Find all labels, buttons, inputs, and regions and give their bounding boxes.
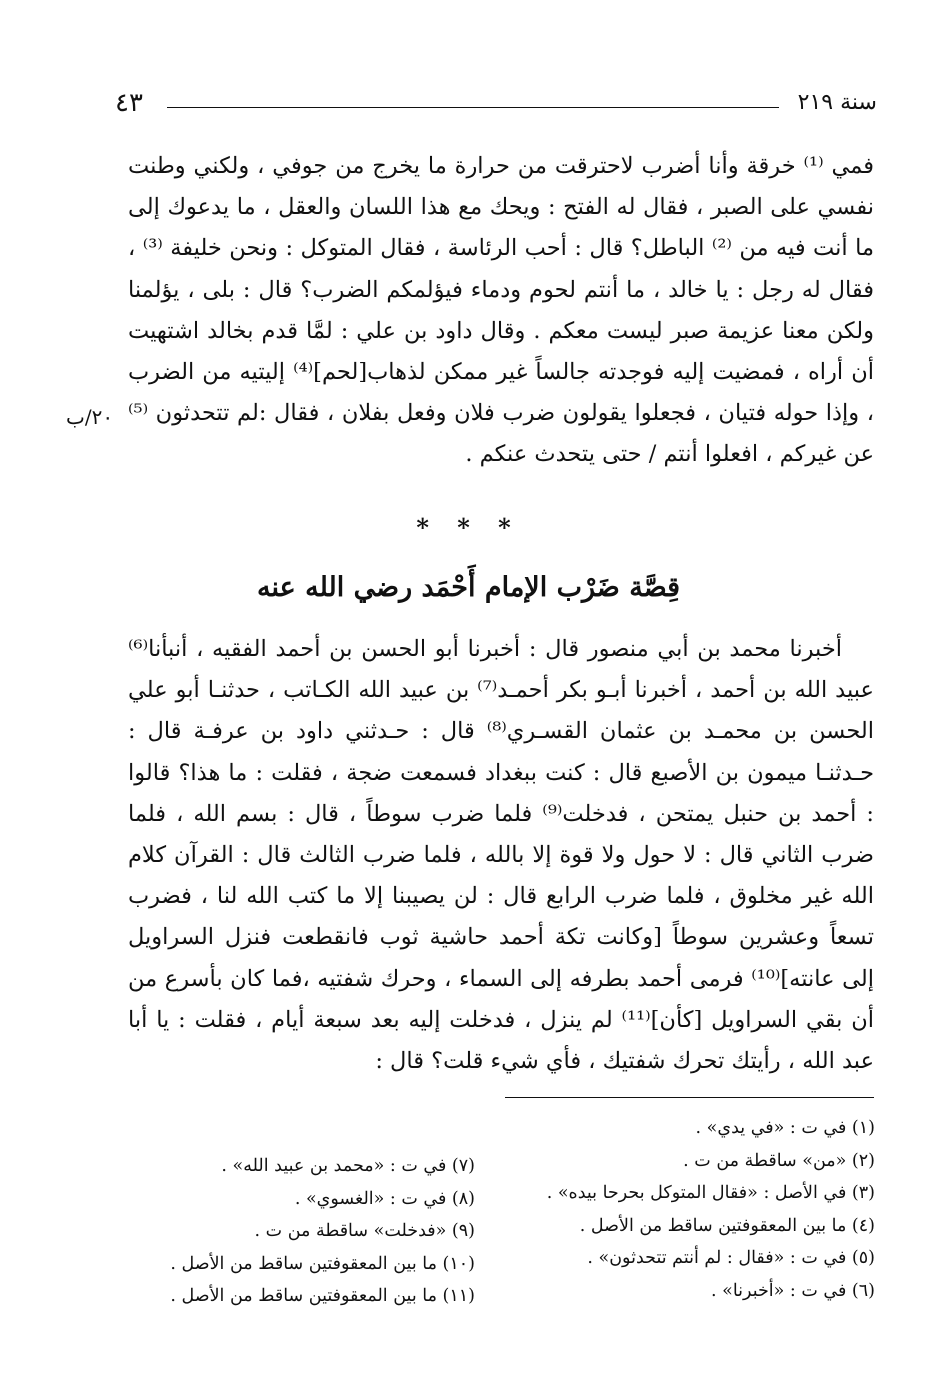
running-title: سنة ٢١٩ — [797, 90, 877, 115]
footnote: (١) في ت : «في يدي» . — [695, 1118, 875, 1138]
paragraph: أخبرنا محمد بن أبي منصور قال : أخبرنا أبو الحسن بن أحمد الفقيه ، أنبأنا⁽⁶⁾ عبيد الله بن أحمد ، أخبرنا أبـو بكر أحمـد⁽⁷⁾ بن عبيد الله الكـاتب ، حدثنـا أبو علي الحسن بن محمـد بن عثمان القسـري⁽⁸⁾ قال : حـدثني داود بن عرفـة قال : حـدثنـا ميمون بن الأصبع قال : كنت ببغداد فسمعت ضجة ، فقلت : ما هذا؟ قالوا : أحمد بن حنبل يمتحن ، فدخلت⁽⁹⁾ فلما ضرب سوطاً ، قال : بسم الله ، فلما ضرب الثاني قال : لا حول ولا قوة إلا بالله ، فلما ضرب الثالث قال : القرآن كلام الله غير مخلوق ، فلما ضرب الرابع قال : لن يصيبنا إلا ما كتب الله لنا ، فضرب تسعاً وعشرين سوطاً [وكانت تكة أحمد حاشية ثوب فانقطعت فنزل السراويل إلى عانته]⁽¹⁰⁾ فرمى أحمد بطرفه إلى السماء ، وحرك شفتيه ،فما كان بأسرع من أن بقي السراويل [كأن]⁽¹¹⁾ لم ينزل ، فدخلت إليه بعد سبعة أيام ، فقلت : يا أبا عبد الله ، رأيتك تحرك شفتيك ، فأي شيء قلت؟ قال : — [128, 636, 874, 1075]
footnote: (٨) في ت : «الغسوي» . — [294, 1188, 475, 1209]
footnote: (٩) «فدخلت» ساقطة من ت . — [254, 1221, 475, 1241]
section-title: قِصَّة ضَرْب الإمام أَحْمَد رضي الله عنه — [256, 572, 681, 603]
footnote: (١٠) ما بين المعقوفتين ساقط من الأصل . — [170, 1253, 475, 1274]
paragraph: فمي ⁽¹⁾ خرقة وأنا أضرب لاحترقت من حرارة ما يخرج من جوفي ، ولكني وطنت نفسي على الصبر ، فقال له الفتح : ويحك مع هذا اللسان والعقل ، ما يدعوك إلى ما أنت فيه من ⁽²⁾ الباطل؟ قال : أحب الرئاسة ، فقال المتوكل : ونحن خليفة ⁽³⁾ ، فقال له رجل : يا خالد ، ما أنتم لحوم ودماء فيؤلمكم الضرب؟ قال : بلى ، يؤلمنا ولكن معنا عزيمة صبر ليست معكم . وقال داود بن علي : لمَّا قدم بخالد اشتهيت أن أراه ، فمضيت إليه فوجدته جالساً غير ممكن لذهاب[لحم]⁽⁴⁾ إليتيه من الضرب ، وإذا حوله فتيان ، فجعلوا يقولون ضرب فلان وفعل بفلان ، فقال :لم تتحدثون ⁽⁵⁾ عن غيركم ، افعلوا أنتم / حتى يتحدث عنكم . — [128, 153, 874, 468]
header-rule — [167, 107, 779, 108]
running-header — [115, 88, 877, 122]
footnote: (٧) في ت : «محمد بن عبيد الله» . — [221, 1156, 475, 1176]
section-separator: * * * — [416, 513, 521, 542]
footnote: (٣) في الأصل : «فقال المتوكل بحرحا بيده» . — [546, 1183, 875, 1203]
footnotes-left-column — [155, 1150, 475, 1313]
footnote: (٥) في ت : «فقال : لم أنتم تتحدثون» . — [587, 1248, 875, 1268]
footnote: (٢) «من» ساقطة من ت . — [683, 1150, 875, 1171]
footnotes-right-column — [535, 1112, 875, 1307]
footnote: (١١) ما بين المعقوفتين ساقط من الأصل . — [170, 1286, 475, 1306]
footnote: (٦) في ت : «أخبرنا» . — [711, 1280, 875, 1301]
manuscript-folio-note: ٢٠/ب — [66, 405, 114, 429]
page-number: ٤٣ — [115, 88, 143, 118]
passage-ahmad — [128, 629, 874, 1082]
footnote: (٤) ما بين المعقوفتين ساقط من الأصل . — [579, 1215, 875, 1236]
footnote-rule — [505, 1097, 874, 1098]
passage-khalid — [128, 146, 874, 476]
